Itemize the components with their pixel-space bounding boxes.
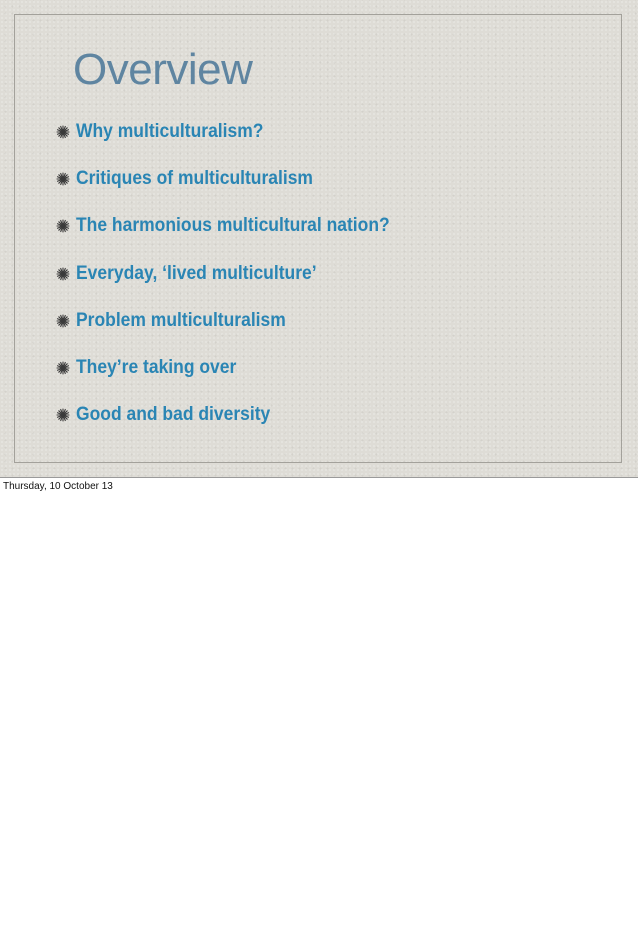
bullet-text: Everyday, ‘lived multiculture’ (76, 262, 317, 284)
bullet-list (52, 118, 417, 448)
bullet-text: The harmonious multicultural nation? (76, 215, 390, 237)
bullet-text: They’re taking over (76, 356, 237, 378)
bullet-text: Problem multiculturalism (76, 309, 286, 331)
bullet-item (52, 354, 417, 401)
bullet-text: Good and bad diversity (76, 404, 271, 426)
bullet-item (52, 118, 417, 165)
asterisk-bullet-icon (52, 354, 74, 382)
slide-date-footer: Thursday, 10 October 13 (3, 481, 113, 492)
asterisk-bullet-icon (52, 165, 74, 193)
asterisk-bullet-icon (52, 401, 74, 429)
bullet-text: Critiques of multiculturalism (76, 168, 313, 190)
bullet-text: Why multiculturalism? (76, 121, 264, 142)
slide-title: Overview (73, 45, 253, 94)
bullet-item (52, 307, 417, 354)
asterisk-bullet-icon (52, 118, 74, 146)
bullet-item (52, 212, 417, 259)
asterisk-bullet-icon (52, 307, 74, 335)
asterisk-bullet-icon (52, 212, 74, 240)
asterisk-bullet-icon (52, 260, 74, 288)
bullet-item (52, 401, 417, 448)
bullet-item (52, 165, 417, 212)
bullet-item (52, 260, 417, 307)
